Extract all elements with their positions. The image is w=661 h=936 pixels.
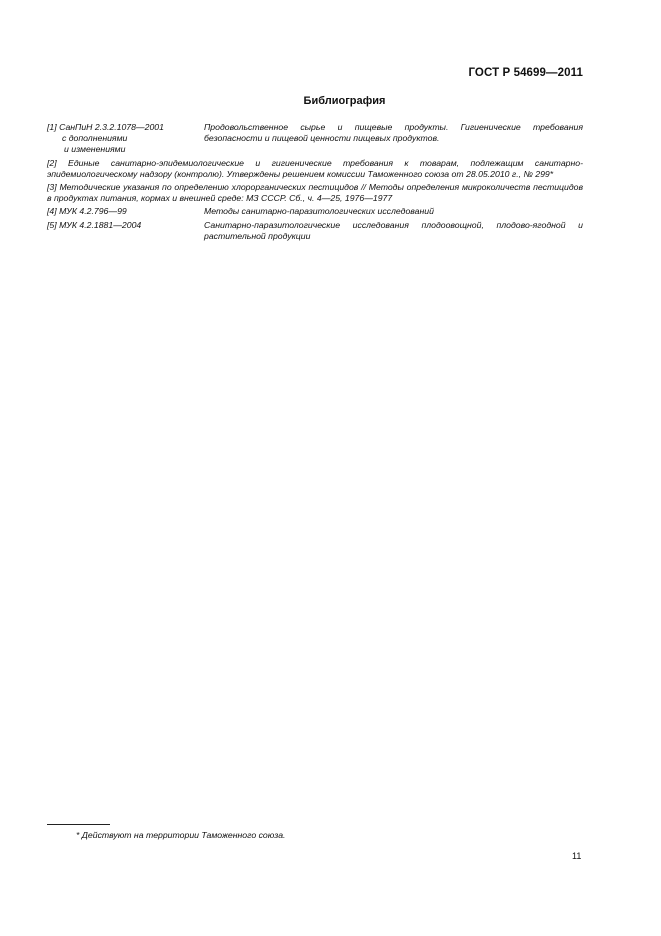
bibliography-entry-1	[47, 122, 583, 156]
bibliography-entry-3: [3] Методические указания по определению хлорорганических пестицидов // Методы определения микроколичеств пестицидов в продуктах питания, кормах и внешней среде: МЗ СССР. Сб., ч. 4—25, 1976—1977	[47, 182, 583, 204]
entry-reference: [4] МУК 4.2.796—99	[47, 206, 127, 217]
bibliography-list	[47, 122, 583, 244]
reference-line: [1] СанПиН 2.3.2.1078—2001	[47, 122, 164, 132]
bibliography-entry-2: [2] Единые санитарно-эпидемиологические и гигиенические требования к товарам, подлежащим санитарно-эпидемиологическому надзору (контролю). Утверждены решением комиссии Таможенного союза от 28.05.2010 г., № 299*	[47, 157, 583, 179]
bibliography-entry-5	[47, 220, 583, 242]
standard-code: ГОСТ Р 54699—2011	[468, 67, 583, 79]
reference-line: и изменениями	[64, 144, 126, 155]
entry-title: Санитарно-паразитологические исследования плодоовощной, плодово-ягодной и растительной продукции	[204, 219, 583, 241]
section-title: Библиография	[303, 95, 386, 107]
footnote-divider	[47, 824, 110, 825]
page-number: 11	[572, 851, 582, 861]
reference-line: с дополнениями	[62, 133, 128, 144]
bibliography-entry-4	[47, 206, 583, 217]
entry-reference	[47, 122, 204, 156]
footnote: * Действуют на территории Таможенного союза.	[76, 830, 286, 840]
entry-title: Методы санитарно-паразитологических исследований	[204, 206, 434, 217]
entry-title: Продовольственное сырье и пищевые продукты. Гигиенические требования безопасности и пищевой ценности пищевых продуктов.	[204, 122, 583, 144]
entry-reference: [5] МУК 4.2.1881—2004	[47, 219, 142, 230]
